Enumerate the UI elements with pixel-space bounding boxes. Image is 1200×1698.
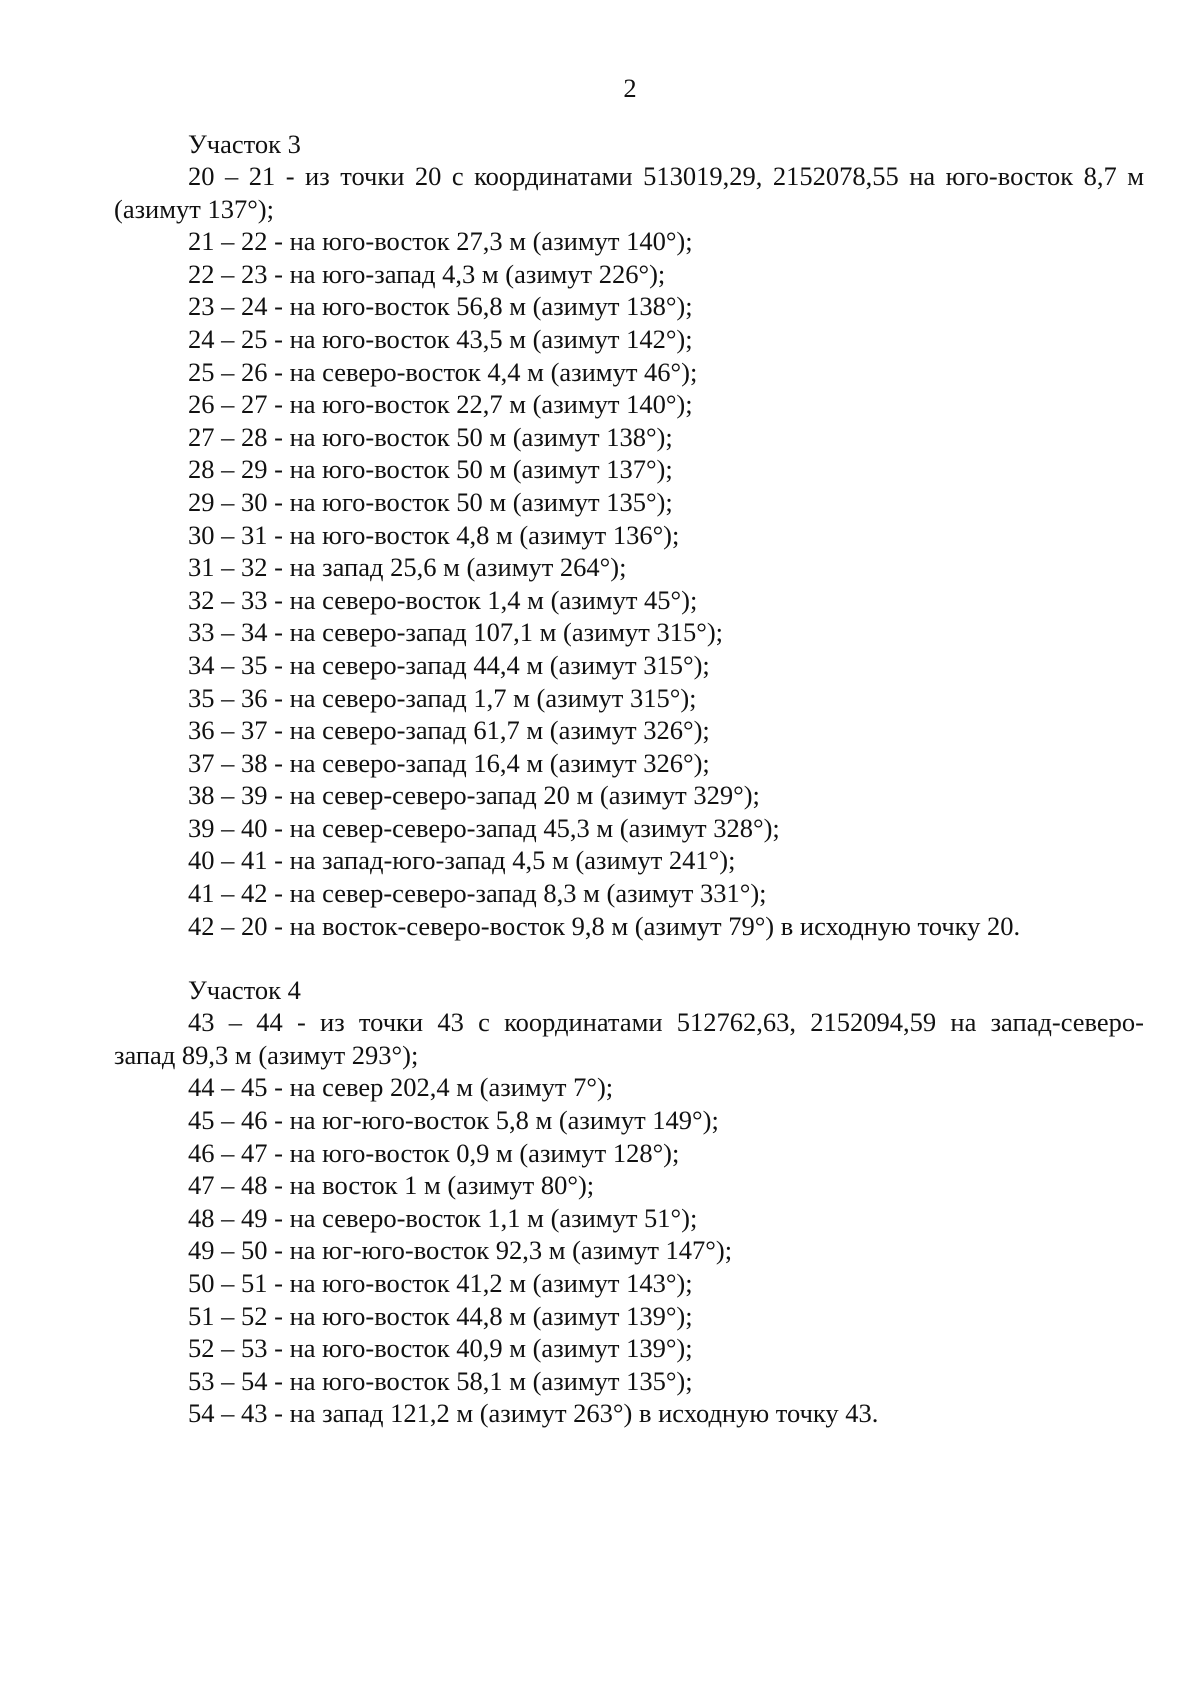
segment-line: 21 – 22 - на юго-восток 27,3 м (азимут 140°); <box>188 226 693 257</box>
segment-line: 38 – 39 - на север-северо-запад 20 м (азимут 329°); <box>188 780 760 811</box>
segment-line: 25 – 26 - на северо-восток 4,4 м (азимут 46°); <box>188 356 698 387</box>
segment-line: 52 – 53 - на юго-восток 40,9 м (азимут 139°); <box>188 1333 693 1364</box>
segment-line: 48 – 49 - на северо-восток 1,1 м (азимут 51°); <box>188 1202 698 1233</box>
segment-line: 36 – 37 - на северо-запад 61,7 м (азимут 326°); <box>188 715 710 746</box>
segment-line: 32 – 33 - на северо-восток 1,4 м (азимут 45°); <box>188 584 698 615</box>
section-title: Участок 3 <box>188 129 301 159</box>
segment-line: 46 – 47 - на юго-восток 0,9 м (азимут 128°); <box>188 1137 680 1168</box>
segment-line-continuation: запад 89,3 м (азимут 293°); <box>114 1039 419 1070</box>
segment-line: 22 – 23 - на юго-запад 4,3 м (азимут 226°); <box>188 258 666 289</box>
segment-line: 26 – 27 - на юго-восток 22,7 м (азимут 140°); <box>188 389 693 420</box>
segment-line: 27 – 28 - на юго-восток 50 м (азимут 138°); <box>188 421 673 452</box>
segment-line: 51 – 52 - на юго-восток 44,8 м (азимут 139°); <box>188 1300 693 1331</box>
page-number: 2 <box>623 73 637 103</box>
section-plot-4 <box>114 974 1144 1430</box>
segment-line: 41 – 42 - на север-северо-запад 8,3 м (азимут 331°); <box>188 878 767 909</box>
segment-line: 44 – 45 - на север 202,4 м (азимут 7°); <box>188 1072 614 1103</box>
segment-line: 50 – 51 - на юго-восток 41,2 м (азимут 143°); <box>188 1268 693 1298</box>
section-title: Участок 4 <box>188 975 301 1006</box>
segment-line: 45 – 46 - на юг-юго-восток 5,8 м (азимут 149°); <box>188 1105 719 1136</box>
segment-line: 33 – 34 - на северо-запад 107,1 м (азимут 315°); <box>188 617 724 648</box>
segment-line: 24 – 25 - на юго-восток 43,5 м (азимут 142°); <box>188 323 693 354</box>
segment-line: 40 – 41 - на запад-юго-запад 4,5 м (азимут 241°); <box>188 845 736 876</box>
segment-line: 37 – 38 - на северо-запад 16,4 м (азимут 326°); <box>188 747 710 778</box>
section-spacer <box>114 942 1144 974</box>
segment-line: 42 – 20 - на восток-северо-восток 9,8 м (азимут 79°) в исходную точку 20. <box>188 910 1021 941</box>
document-body <box>114 128 1144 1430</box>
segment-line: 54 – 43 - на запад 121,2 м (азимут 263°) в исходную точку 43. <box>188 1398 879 1429</box>
segment-line-continuation: (азимут 137°); <box>114 193 274 224</box>
segment-line: 28 – 29 - на юго-восток 50 м (азимут 137°); <box>188 454 673 485</box>
segment-line: 47 – 48 - на восток 1 м (азимут 80°); <box>188 1170 595 1201</box>
segment-line: 49 – 50 - на юг-юго-восток 92,3 м (азимут 147°); <box>188 1235 733 1266</box>
segment-line: 29 – 30 - на юго-восток 50 м (азимут 135°); <box>188 486 673 517</box>
segment-line: 20 – 21 - из точки 20 с координатами 513019,29, 2152078,55 на юго-восток 8,7 м <box>188 161 1144 191</box>
segment-line: 53 – 54 - на юго-восток 58,1 м (азимут 135°); <box>188 1365 693 1396</box>
segment-line: 35 – 36 - на северо-запад 1,7 м (азимут 315°); <box>188 682 697 713</box>
segment-line: 23 – 24 - на юго-восток 56,8 м (азимут 138°); <box>188 291 693 322</box>
segment-line: 34 – 35 - на северо-запад 44,4 м (азимут 315°); <box>188 649 710 680</box>
segment-line: 43 – 44 - из точки 43 с координатами 512762,63, 2152094,59 на запад-северо- <box>188 1007 1144 1038</box>
section-plot-3 <box>114 128 1144 942</box>
segment-line: 39 – 40 - на север-северо-запад 45,3 м (азимут 328°); <box>188 812 780 843</box>
segment-line: 30 – 31 - на юго-восток 4,8 м (азимут 136°); <box>188 519 680 550</box>
segment-line: 31 – 32 - на запад 25,6 м (азимут 264°); <box>188 552 627 583</box>
